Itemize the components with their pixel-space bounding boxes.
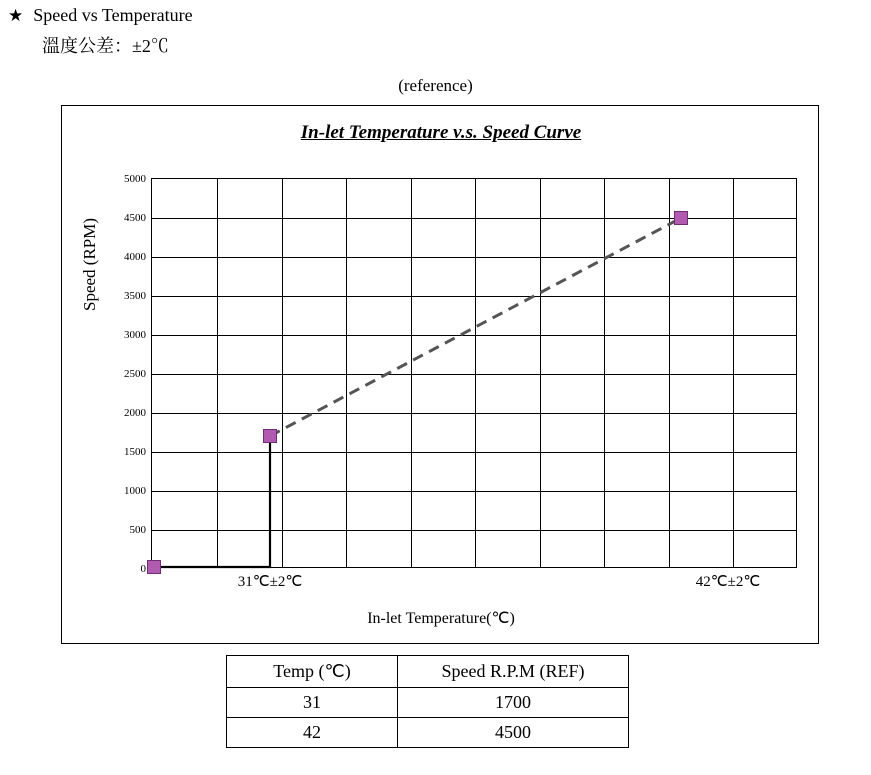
chart-title: In-let Temperature v.s. Speed Curve [300,122,582,143]
y-tick-label: 0 [140,563,146,575]
page-title: Speed vs Temperature [33,5,193,25]
page-header [8,4,508,57]
reference-caption: (reference) [398,76,473,95]
y-tick-label: 2500 [124,368,146,380]
gridline-h [152,452,796,453]
table-cell-speed: 1700 [398,688,629,718]
star-icon: ★ [8,6,24,25]
plot-area [124,173,797,575]
y-tick-label: 5000 [124,173,146,185]
gridline-v [540,179,541,567]
y-tick-label: 3000 [124,329,146,341]
y-tick-label: 1500 [124,446,146,458]
x-tick-label: 42℃±2℃ [695,574,761,590]
data-table [226,655,629,748]
table-header-row [227,656,629,688]
y-tick-label: 3500 [124,290,146,302]
gridline-h [152,491,796,492]
gridline-v [669,179,670,567]
y-axis-label: Speed (RPM) [80,217,99,311]
table-header-cell: Speed R.P.M (REF) [398,656,629,688]
gridline-h [152,413,796,414]
page-subtitle: 溫度公差：±2℃ [42,36,169,56]
header-title-row [8,4,508,26]
gridline-h [152,374,796,375]
gridline-h [152,530,796,531]
table-cell-temp: 31 [227,688,398,718]
gridline-v [282,179,283,567]
table-row [227,718,629,748]
table-row [227,688,629,718]
y-tick-label: 4500 [124,212,146,224]
gridline-v [604,179,605,567]
gridline-h [152,257,796,258]
data-point-marker [674,211,688,225]
y-tick-label: 4000 [124,251,146,263]
x-tick-label: 31℃±2℃ [237,574,303,590]
data-point-marker [263,429,277,443]
table-header-cell: Temp (℃) [227,656,398,688]
y-tick-label: 500 [129,524,146,536]
gridline-v [475,179,476,567]
gridline-v [217,179,218,567]
y-tick-label: 1000 [124,485,146,497]
gridline-h [152,296,796,297]
gridline-v [411,179,412,567]
table-cell-temp: 42 [227,718,398,748]
table-cell-speed: 4500 [398,718,629,748]
chart-container [61,105,819,644]
y-tick-label: 2000 [124,407,146,419]
gridline-v [733,179,734,567]
x-axis-label: In-let Temperature(℃) [367,610,515,627]
gridline-h [152,335,796,336]
gridline-h [152,218,796,219]
gridline-v [346,179,347,567]
data-point-marker [147,560,161,574]
